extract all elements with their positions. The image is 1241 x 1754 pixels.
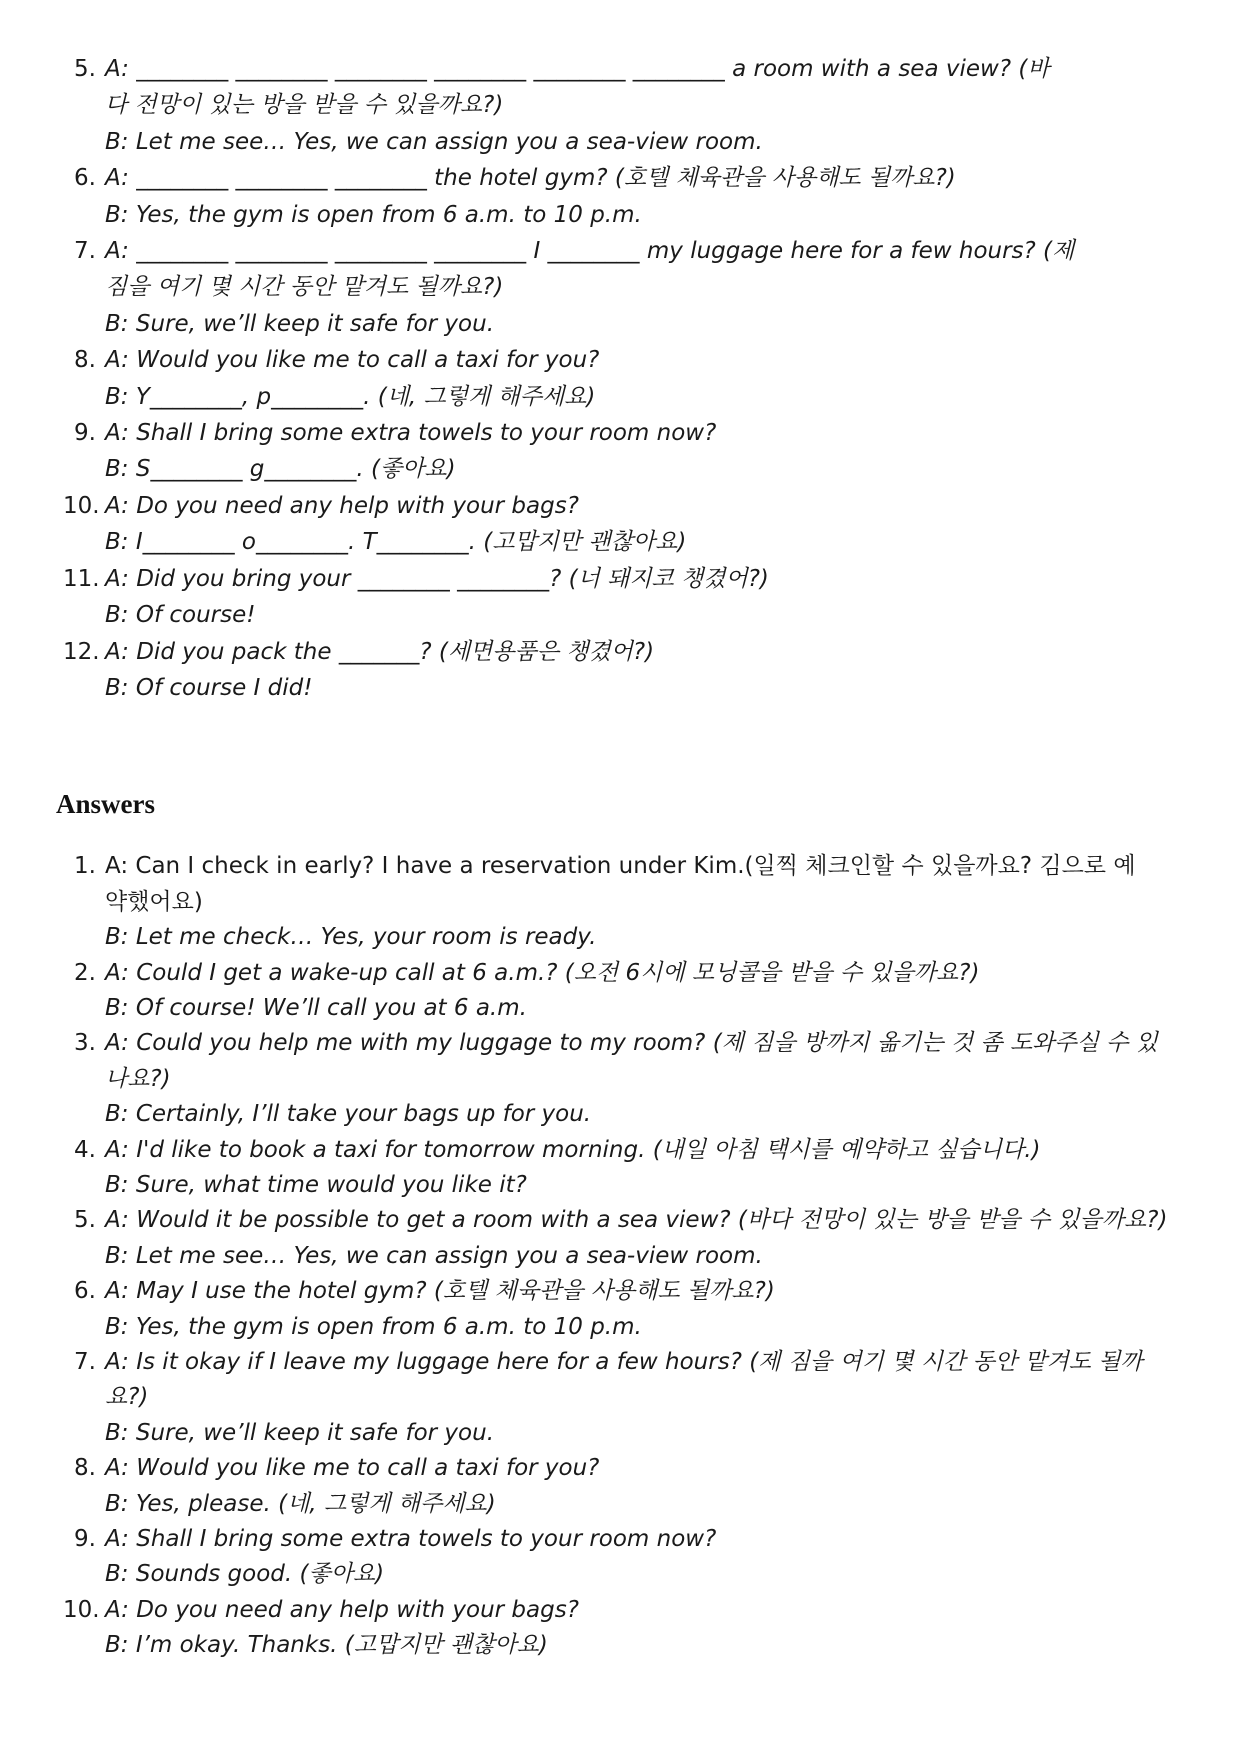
item-number: 12. [63,638,100,665]
answer-item [63,956,1241,1027]
dialogue-b-line: B: Sounds good. (좋아요) [105,1561,385,1588]
item-number: 2. [74,959,96,986]
item-number: 4. [74,1136,96,1163]
dialogue-b-line: B: Of course! We’ll call you at 6 a.m. [105,994,527,1021]
question-item [63,342,1241,415]
item-number: 6. [74,165,96,192]
dialogue-b-line: B: Sure, what time would you like it? [105,1171,527,1198]
dialogue-b-line: B: Sure, we’ll keep it safe for you. [105,310,495,337]
dialogue-a-line: A: Can I check in early? I have a reservation under Kim.(일찍 체크인할 수 있을까요? 김으로 예 [105,853,1136,880]
dialogue-b-line: B: Let me check… Yes, your room is ready. [105,924,597,951]
dialogue-b-line: B: S________ g________. (좋아요) [105,456,456,483]
question-item [63,51,1241,160]
dialogue-b-line: B: Certainly, I’ll take your bags up for you. [105,1101,592,1128]
dialogue-a-line: A: Could you help me with my luggage to my room? (제 짐을 방까지 옮기는 것 좀 도와주실 수 있 [105,1030,1158,1057]
item-number: 9. [74,1526,96,1553]
item-number: 10. [63,492,100,519]
dialogue-a-line: A: Do you need any help with your bags? [105,492,579,519]
item-number: 8. [74,1455,96,1482]
item-number: 5. [74,56,96,82]
dialogue-b-line: B: Of course! [105,602,256,629]
item-number: 11. [63,565,100,592]
dialogue-a-line: 약했어요) [105,888,203,915]
item-number: 7. [74,1349,96,1375]
dialogue-a-line: A: Could I get a wake-up call at 6 a.m.? (오전 6시에 모닝콜을 받을 수 있을까요?) [105,959,980,986]
item-number: 3. [74,1030,96,1057]
dialogue-a-line: 요?) [105,1384,149,1411]
item-number: 9. [74,420,96,447]
answer-item [63,1345,1241,1451]
dialogue-a-line: A: Would you like me to call a taxi for you? [105,1455,600,1482]
answers-section [63,849,1241,1663]
dialogue-a-line: A: ________ ________ ________ the hotel gym? (호텔 체육관을 사용해도 될까요?) [105,165,956,192]
dialogue-a-line: 나요?) [105,1065,171,1092]
answers-heading: Answers [56,789,155,820]
question-item [63,561,1241,634]
dialogue-a-line: A: Would you like me to call a taxi for you? [105,347,600,374]
item-number: 1. [74,853,96,880]
question-item [63,634,1241,707]
dialogue-b-line: B: Y________, p________. (네, 그렇게 해주세요) [105,383,596,410]
dialogue-a-line: A: ________ ________ ________ ________ I ________ my luggage here for a few hours? (제 [105,238,1075,265]
question-item [63,160,1241,233]
answer-item [63,1593,1241,1664]
item-number: 8. [74,347,96,374]
question-item [63,233,1241,342]
dialogue-b-line: B: Of course I did! [105,674,313,701]
dialogue-a-line: A: May I use the hotel gym? (호텔 체육관을 사용해도 될까요?) [105,1278,775,1305]
questions-section [63,0,1241,706]
answer-item [63,849,1241,955]
dialogue-a-line: A: Did you bring your ________ ________? (너 돼지코 챙겼어?) [105,565,769,592]
dialogue-a-line: A: Would it be possible to get a room with a sea view? (바다 전망이 있는 방을 받을 수 있을까요?) [105,1207,1168,1234]
dialogue-a-line: 다 전망이 있는 방을 받을 수 있을까요?) [105,92,504,119]
item-number: 7. [74,238,96,265]
dialogue-a-line: A: ________ ________ ________ ________ ________ ________ a room with a sea view? (바 [105,56,1050,82]
dialogue-b-line: B: I’m okay. Thanks. (고맙지만 괜찮아요) [105,1632,548,1659]
answer-item [63,1522,1241,1593]
dialogue-b-line: B: Let me see… Yes, we can assign you a sea-view room. [105,128,763,155]
dialogue-b-line: B: Let me see… Yes, we can assign you a sea-view room. [105,1242,763,1269]
answer-item [63,1451,1241,1522]
item-number: 5. [74,1207,96,1234]
dialogue-b-line: B: I________ o________. T________. (고맙지만 괜찮아요) [105,529,687,556]
dialogue-b-line: B: Yes, please. (네, 그렇게 해주세요) [105,1490,496,1517]
dialogue-b-line: B: Yes, the gym is open from 6 a.m. to 10 p.m. [105,1313,642,1340]
dialogue-a-line: A: I'd like to book a taxi for tomorrow morning. (내일 아침 택시를 예약하고 싶습니다.) [105,1136,1041,1163]
dialogue-b-line: B: Yes, the gym is open from 6 a.m. to 10 p.m. [105,201,642,228]
item-number: 6. [74,1278,96,1305]
answer-item [63,1274,1241,1345]
dialogue-a-line: A: Shall I bring some extra towels to your room now? [105,1526,717,1553]
dialogue-a-line: A: Is it okay if I leave my luggage here for a few hours? (제 짐을 여기 몇 시간 동안 맡겨도 될까 [105,1349,1143,1375]
dialogue-b-line: B: Sure, we’ll keep it safe for you. [105,1419,495,1446]
question-item [63,415,1241,488]
item-number: 10. [63,1596,100,1623]
answer-item [63,1133,1241,1204]
dialogue-a-line: A: Did you pack the _______? (세면용품은 챙겼어?) [105,638,655,665]
dialogue-a-line: A: Do you need any help with your bags? [105,1596,579,1623]
dialogue-a-line: 짐을 여기 몇 시간 동안 맡겨도 될까요?) [105,274,504,301]
answer-item [63,1203,1241,1274]
dialogue-a-line: A: Shall I bring some extra towels to your room now? [105,420,717,447]
question-item [63,488,1241,561]
answer-item [63,1026,1241,1132]
